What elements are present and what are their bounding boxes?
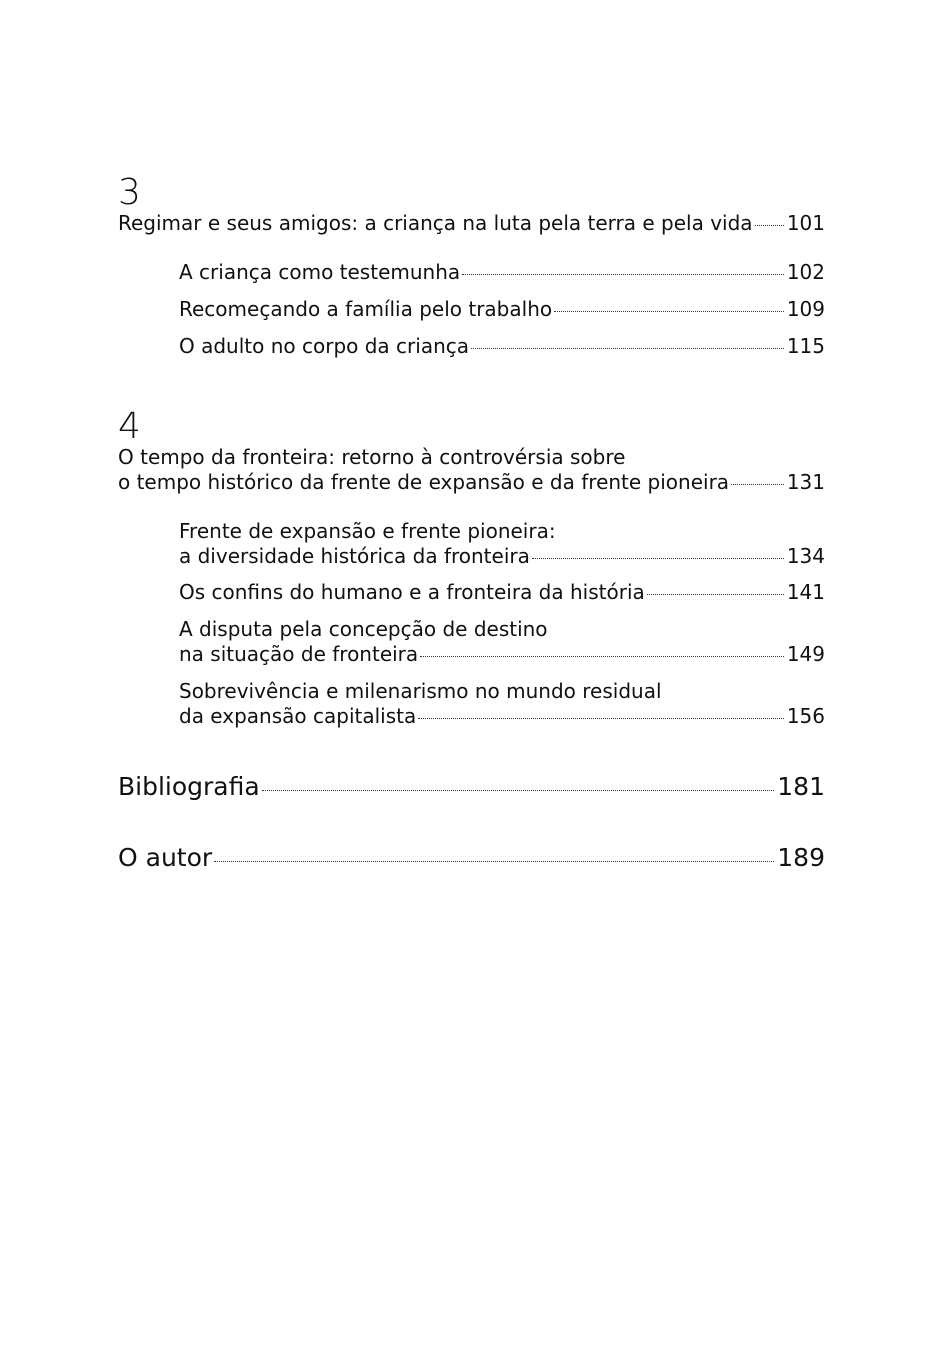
dot-leader (462, 274, 784, 275)
toc-entry (179, 260, 825, 285)
dot-leader (647, 594, 784, 595)
dot-leader (214, 861, 774, 862)
page-number: 149 (786, 642, 825, 666)
bibliography-title: Bibliografia (118, 772, 260, 801)
chapter-title-row (118, 445, 825, 495)
page-number: 134 (786, 544, 825, 568)
chapter-title: Regimar e seus amigos: a criança na luta pela terra e pela vida (118, 211, 753, 235)
dot-leader (755, 225, 784, 226)
toc-entry (179, 297, 825, 322)
page-number: 181 (777, 772, 825, 801)
page-number: 115 (786, 334, 825, 358)
dot-leader (262, 790, 775, 791)
toc-entry (179, 519, 825, 569)
chapter-title-row (118, 211, 825, 236)
dot-leader (471, 348, 784, 349)
page-number: 109 (786, 297, 825, 321)
chapter-number: 3 (118, 172, 141, 213)
dot-leader (418, 718, 784, 719)
entry-title: Recomeçando a família pelo trabalho (179, 297, 553, 321)
entry-title: Sobrevivência e milenarismo no mundo residual (179, 679, 662, 703)
entry-title: A criança como testemunha (179, 260, 461, 284)
author-title: O autor (118, 843, 213, 872)
entry-title: Frente de expansão e frente pioneira: (179, 519, 556, 543)
entry-title: da expansão capitalista (179, 704, 417, 728)
dot-leader (532, 558, 784, 559)
dot-leader (554, 311, 784, 312)
toc-entry (179, 617, 825, 667)
dot-leader (731, 484, 784, 485)
page-number: 101 (786, 211, 825, 235)
back-matter-entry (118, 772, 825, 802)
chapter-title: O tempo da fronteira: retorno à controvérsia sobre (118, 445, 626, 469)
page-number: 141 (786, 580, 825, 604)
page-number: 156 (786, 704, 825, 728)
entry-title: A disputa pela concepção de destino (179, 617, 548, 641)
page-number: 102 (786, 260, 825, 284)
toc-entry (179, 334, 825, 359)
chapter-number: 4 (118, 406, 141, 447)
entry-title: a diversidade histórica da fronteira (179, 544, 530, 568)
table-of-contents (118, 0, 825, 1359)
chapter-title: o tempo histórico da frente de expansão e da frente pioneira (118, 470, 730, 494)
page-number: 131 (786, 470, 825, 494)
back-matter-entry (118, 843, 825, 873)
entry-title: na situação de fronteira (179, 642, 419, 666)
entry-title: Os confins do humano e a fronteira da história (179, 580, 645, 604)
page-number: 189 (777, 843, 825, 872)
entry-title: O adulto no corpo da criança (179, 334, 469, 358)
toc-entry (179, 679, 825, 729)
dot-leader (420, 656, 784, 657)
toc-entry (179, 580, 825, 605)
